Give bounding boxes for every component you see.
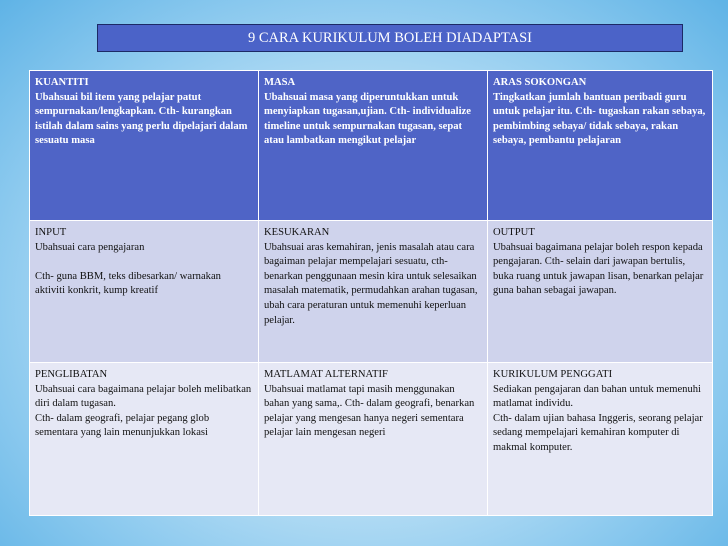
cell-kurikulum-penggati xyxy=(488,363,713,516)
cell-heading: KUANTITI xyxy=(35,77,89,88)
cell-matlamat-alternatif xyxy=(259,363,488,516)
cell-body: Ubahsuai cara bagaimana pelajar boleh melibatkan diri dalam tugasan. Cth- dalam geografi, pelajar pegang glob sementara yang lain menunjukkan lokasi xyxy=(35,383,252,439)
cell-body: Ubahsuai bil item yang pelajar patut sempurnakan/lengkapkan. Cth- kurangkan istilah dalam sains yang perlu dipelajari dalam sesuatu masa xyxy=(35,91,248,147)
table-row xyxy=(30,363,713,516)
cell-heading: PENGLIBATAN xyxy=(35,369,108,380)
cell-kuantiti xyxy=(30,71,259,221)
cell-body: Sediakan pengajaran dan bahan untuk memenuhi matlamat individu. Cth- dalam ujian bahasa Inggeris, seorang pelajar sedang mempelajari kemahiran komputer di makmal komputer. xyxy=(493,383,703,453)
table-row xyxy=(30,71,713,221)
cell-aras-sokongan xyxy=(488,71,713,221)
cell-heading: KURIKULUM PENGGATI xyxy=(493,369,613,380)
cell-heading: MASA xyxy=(264,77,296,88)
cell-input xyxy=(30,221,259,363)
cell-heading: ARAS SOKONGAN xyxy=(493,77,587,88)
cell-heading: OUTPUT xyxy=(493,227,535,238)
slide-title: 9 CARA KURIKULUM BOLEH DIADAPTASI xyxy=(97,24,683,52)
cell-body: Ubahsuai masa yang diperuntukkan untuk menyiapkan tugasan,ujian. Cth- individualize timeline untuk sempurnakan tugasan, sepat atau lambatkan mengikut pelajar xyxy=(264,91,471,147)
cell-heading: KESUKARAN xyxy=(264,227,330,238)
cell-body: Ubahsuai bagaimana pelajar boleh respon kepada pengajaran. Cth- selain dari jawapan bertulis, buka ruang untuk jawapan lisan, benarkan pelajar guna bahan sebagai jawapan. xyxy=(493,241,704,297)
cell-output xyxy=(488,221,713,363)
cell-body: Ubahsuai aras kemahiran, jenis masalah atau cara bagaiman pelajar mempelajari sesuatu, cth- benarkan penggunaan mesin kira untuk selesaikan masalah matematik, permudahkan arahan tugasan, ubah cara peraturan untuk memenuhi keperluan pelajar. xyxy=(264,241,478,326)
cell-heading: INPUT xyxy=(35,227,67,238)
cell-penglibatan xyxy=(30,363,259,516)
cell-body: Tingkatkan jumlah bantuan peribadi guru untuk pelajar itu. Cth- tugaskan rakan sebaya, pembimbing sebaya/ tidak sebaya, rakan sebaya, pembantu pelajaran xyxy=(493,91,706,147)
cell-heading: MATLAMAT ALTERNATIF xyxy=(264,369,388,380)
cell-kesukaran xyxy=(259,221,488,363)
cell-body: Ubahsuai cara pengajaran Cth- guna BBM, teks dibesarkan/ warnakan aktiviti konkrit, kump kreatif xyxy=(35,241,221,297)
table-row xyxy=(30,221,713,363)
cell-body: Ubahsuai matlamat tapi masih menggunakan bahan yang sama,. Cth- dalam geografi, benarkan pelajar yang mengesan hanya negeri sementara pelajar lain mengesan negeri xyxy=(264,383,475,439)
cell-masa xyxy=(259,71,488,221)
adaptation-table xyxy=(29,70,713,516)
